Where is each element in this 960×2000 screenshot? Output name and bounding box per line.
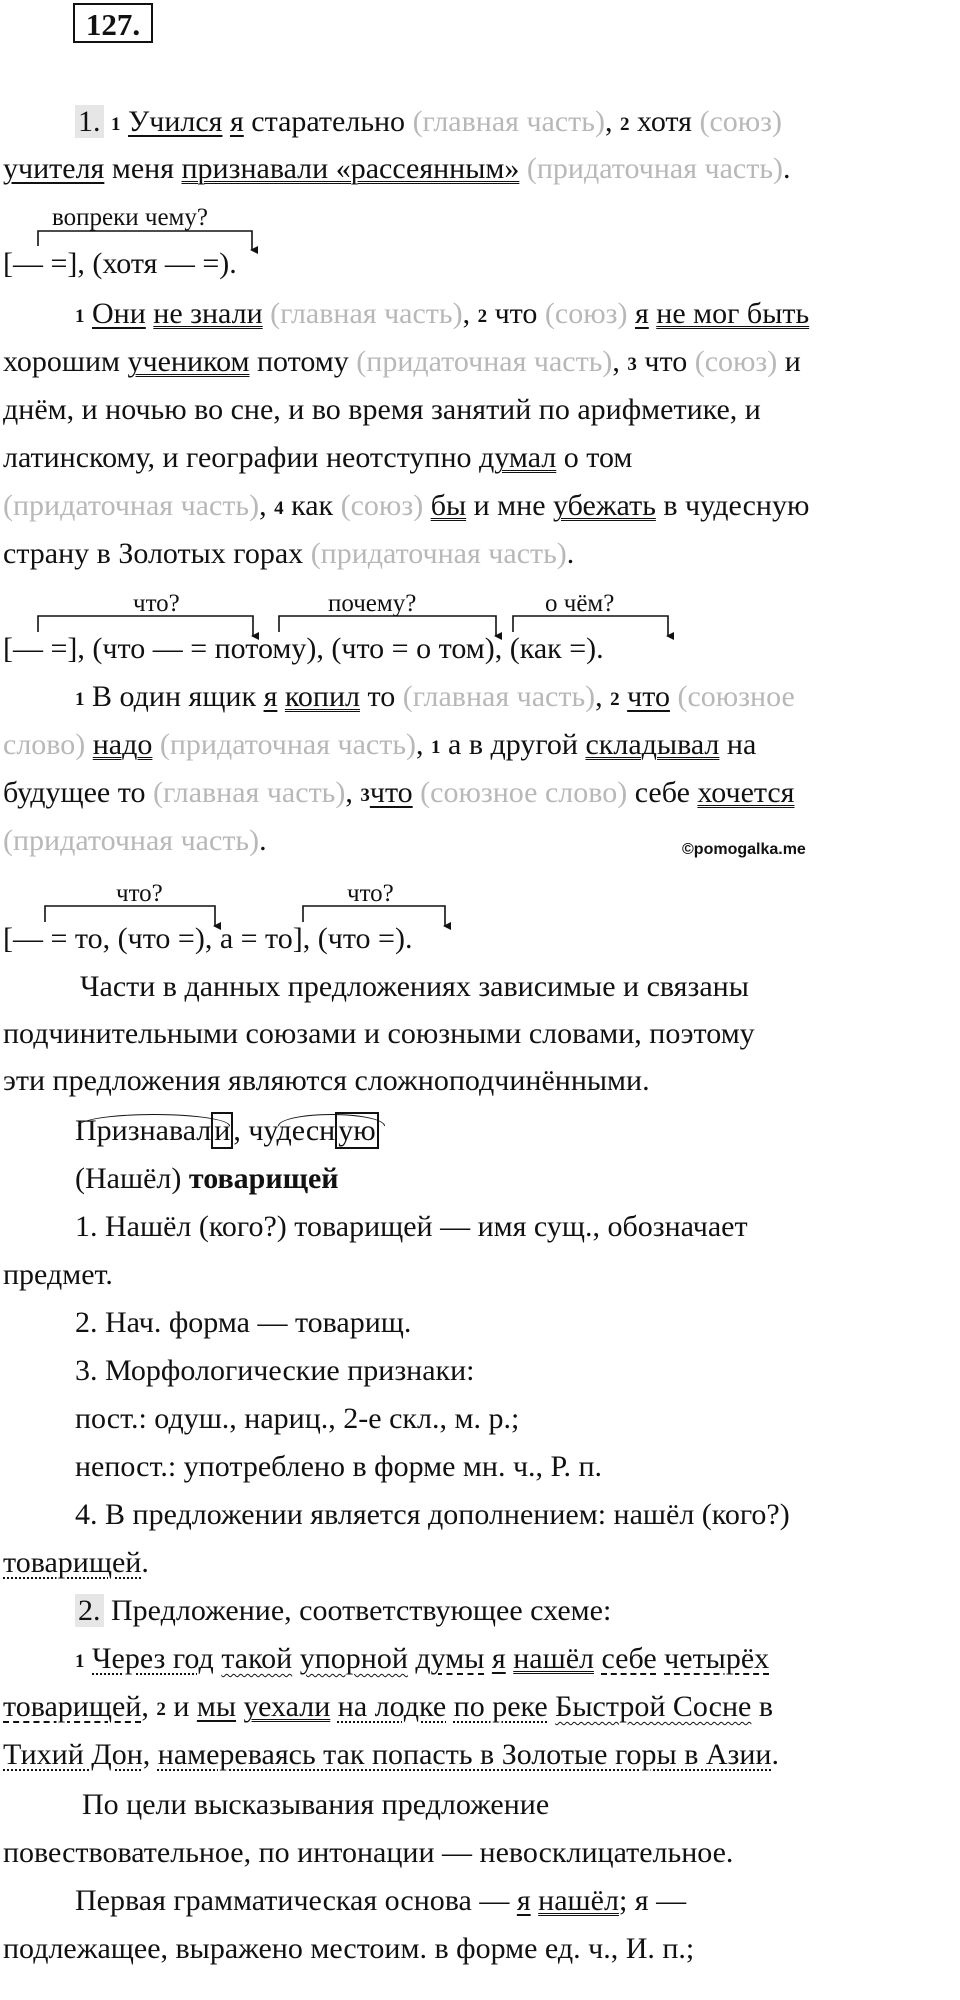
scheme-1: [— =], (хотя — =).	[3, 247, 237, 280]
s4-line3: Тихий Дон, намереваясь так попасть в Золотые горы в Азии.	[3, 1738, 779, 1771]
scheme-3: [— = то, (что =), а = то], (что =).	[3, 922, 413, 955]
subject: я	[634, 297, 649, 330]
s3-line3: будущее то (главная часть), 3что (союзное слово) себе хочется	[3, 776, 795, 809]
morph-point-4: 4. В предложении является дополнением: нашёл (кого?)	[75, 1498, 790, 1531]
adverbial: по реке	[453, 1690, 548, 1723]
subject: я	[516, 1884, 531, 1917]
question-label: что?	[133, 590, 180, 617]
predicate: надо	[92, 728, 153, 761]
morph-point-3a: пост.: одуш., нариц., 2-е скл., м. р.;	[75, 1402, 520, 1435]
attribute: Быстрой Сосне	[555, 1690, 752, 1723]
predicate: не мог быть	[656, 297, 810, 330]
morph-point-3b: непост.: употреблено в форме мн. ч., Р. п.	[75, 1450, 603, 1483]
conclusion-line3: эти предложения являются сложноподчинёнными.	[3, 1064, 650, 1097]
predicate: признавали «рассеянным»	[181, 152, 520, 185]
char-line4: подлежащее, выражено местоим. в форме ед. ч., И. п.;	[3, 1932, 695, 1965]
s3-line4: (придаточная часть).	[3, 824, 267, 857]
object: думы	[415, 1642, 485, 1675]
ending-box: и	[211, 1112, 233, 1149]
predicate: Учился	[128, 105, 223, 138]
predicate: копил	[284, 680, 361, 713]
s3-line2: слово) надо (придаточная часть), 1 а в другой складывал на	[3, 728, 757, 761]
char-line1: По цели высказывания предложение	[82, 1788, 550, 1821]
stem: чудесн	[248, 1114, 336, 1147]
predicate: думал	[479, 441, 557, 474]
subject: я	[263, 680, 278, 713]
subject: Они	[92, 297, 146, 330]
predicate: убежать	[553, 489, 656, 522]
s2-line2: хорошим учеником потому (придаточная часть), 3 что (союз) и	[3, 345, 801, 378]
object: себе	[601, 1642, 657, 1675]
question-label: почему?	[328, 590, 417, 617]
predicate: хочется	[697, 776, 795, 809]
subject: я	[491, 1642, 506, 1675]
subject: что	[369, 776, 413, 809]
question-label: что?	[116, 880, 163, 907]
subject: мы	[196, 1690, 237, 1723]
char-line3: Первая грамматическая основа — я нашёл; я —	[75, 1884, 687, 1917]
morph-point-1: 1. Нашёл (кого?) товарищей — имя сущ., обозначает	[75, 1210, 748, 1243]
predicate: бы	[430, 489, 467, 522]
part-1-label: 1.	[75, 105, 104, 138]
morpheme-words: Признавал и , чудесн ую	[75, 1112, 379, 1150]
predicate: не знали	[153, 297, 263, 330]
s3-line1: 1 В один ящик я копил то (главная часть), 2 что (союзное	[75, 680, 795, 713]
attribute: упорной	[299, 1642, 408, 1675]
s1-line2: учителя меня признавали «рассеянным» (придаточная часть).	[3, 152, 791, 185]
attribute: такой	[221, 1642, 293, 1675]
stem: Признавал	[75, 1114, 212, 1147]
task-number: 127.	[73, 3, 153, 43]
part-2-label: 2.	[75, 1594, 104, 1627]
morph-point-3: 3. Морфологические признаки:	[75, 1354, 475, 1387]
s1-line1: 1. 1 Учился я старательно (главная часть), 2 хотя (союз)	[75, 103, 782, 144]
s2-line4: латинскому, и географии неотступно думал о том	[3, 441, 633, 474]
subject: что	[627, 680, 670, 713]
subject: учителя	[3, 152, 105, 185]
char-line2: повествовательное, по интонации — невосклицательное.	[3, 1836, 734, 1869]
s2-line1: 1 Они не знали (главная часть), 2 что (союз) я не мог быть	[75, 297, 810, 330]
morph-title: (Нашёл) товарищей	[75, 1162, 339, 1195]
predicate: складывал	[585, 728, 720, 761]
scheme-2: [— =], (что — = потому), (что = о том), (как =).	[3, 632, 604, 665]
s4-line2: товарищей, 2 и мы уехали на лодке по реке Быстрой Сосне в	[3, 1690, 774, 1723]
adverbial: намереваясь так попасть в Золотые горы в Азии	[157, 1738, 772, 1771]
morph-point-2: 2. Нач. форма — товарищ.	[75, 1306, 412, 1339]
adverbial: Тихий Дон	[3, 1738, 143, 1771]
s2-line5: (придаточная часть), 4 как (союз) бы и мне убежать в чудесную	[3, 489, 810, 522]
question-label: вопреки чему?	[52, 204, 208, 231]
s2-line6: страну в Золотых горах (придаточная часть).	[3, 537, 575, 570]
question-label: что?	[347, 880, 394, 907]
object: товарищей	[3, 1690, 142, 1723]
predicate: нашёл	[538, 1884, 619, 1917]
question-label: о чём?	[545, 590, 615, 617]
predicate: нашёл	[513, 1642, 594, 1675]
object: четырёх	[664, 1642, 770, 1675]
conclusion-line1: Части в данных предложениях зависимые и связаны	[80, 970, 749, 1003]
morph-point-1b: предмет.	[3, 1258, 113, 1291]
adverbial: на лодке	[337, 1690, 447, 1723]
s4-line1: 1 Через год такой упорной думы я нашёл себе четырёх	[75, 1642, 770, 1675]
watermark: ©pomogalka.me	[682, 841, 806, 858]
conclusion-line2: подчинительными союзами и союзными словами, поэтому	[3, 1017, 755, 1050]
s2-line3: днём, и ночью во сне, и во время занятий по арифметике, и	[3, 393, 761, 426]
predicate: уехали	[243, 1690, 331, 1723]
predicate: учеником	[127, 345, 250, 378]
morph-point-4b: товарищей.	[3, 1546, 149, 1579]
ending-box: ую	[335, 1112, 378, 1149]
subject: я	[229, 105, 244, 138]
adverbial: Через год	[92, 1642, 214, 1675]
part-2-heading: 2. Предложение, соответствующее схеме:	[75, 1592, 611, 1630]
object-word: товарищей	[3, 1546, 142, 1579]
